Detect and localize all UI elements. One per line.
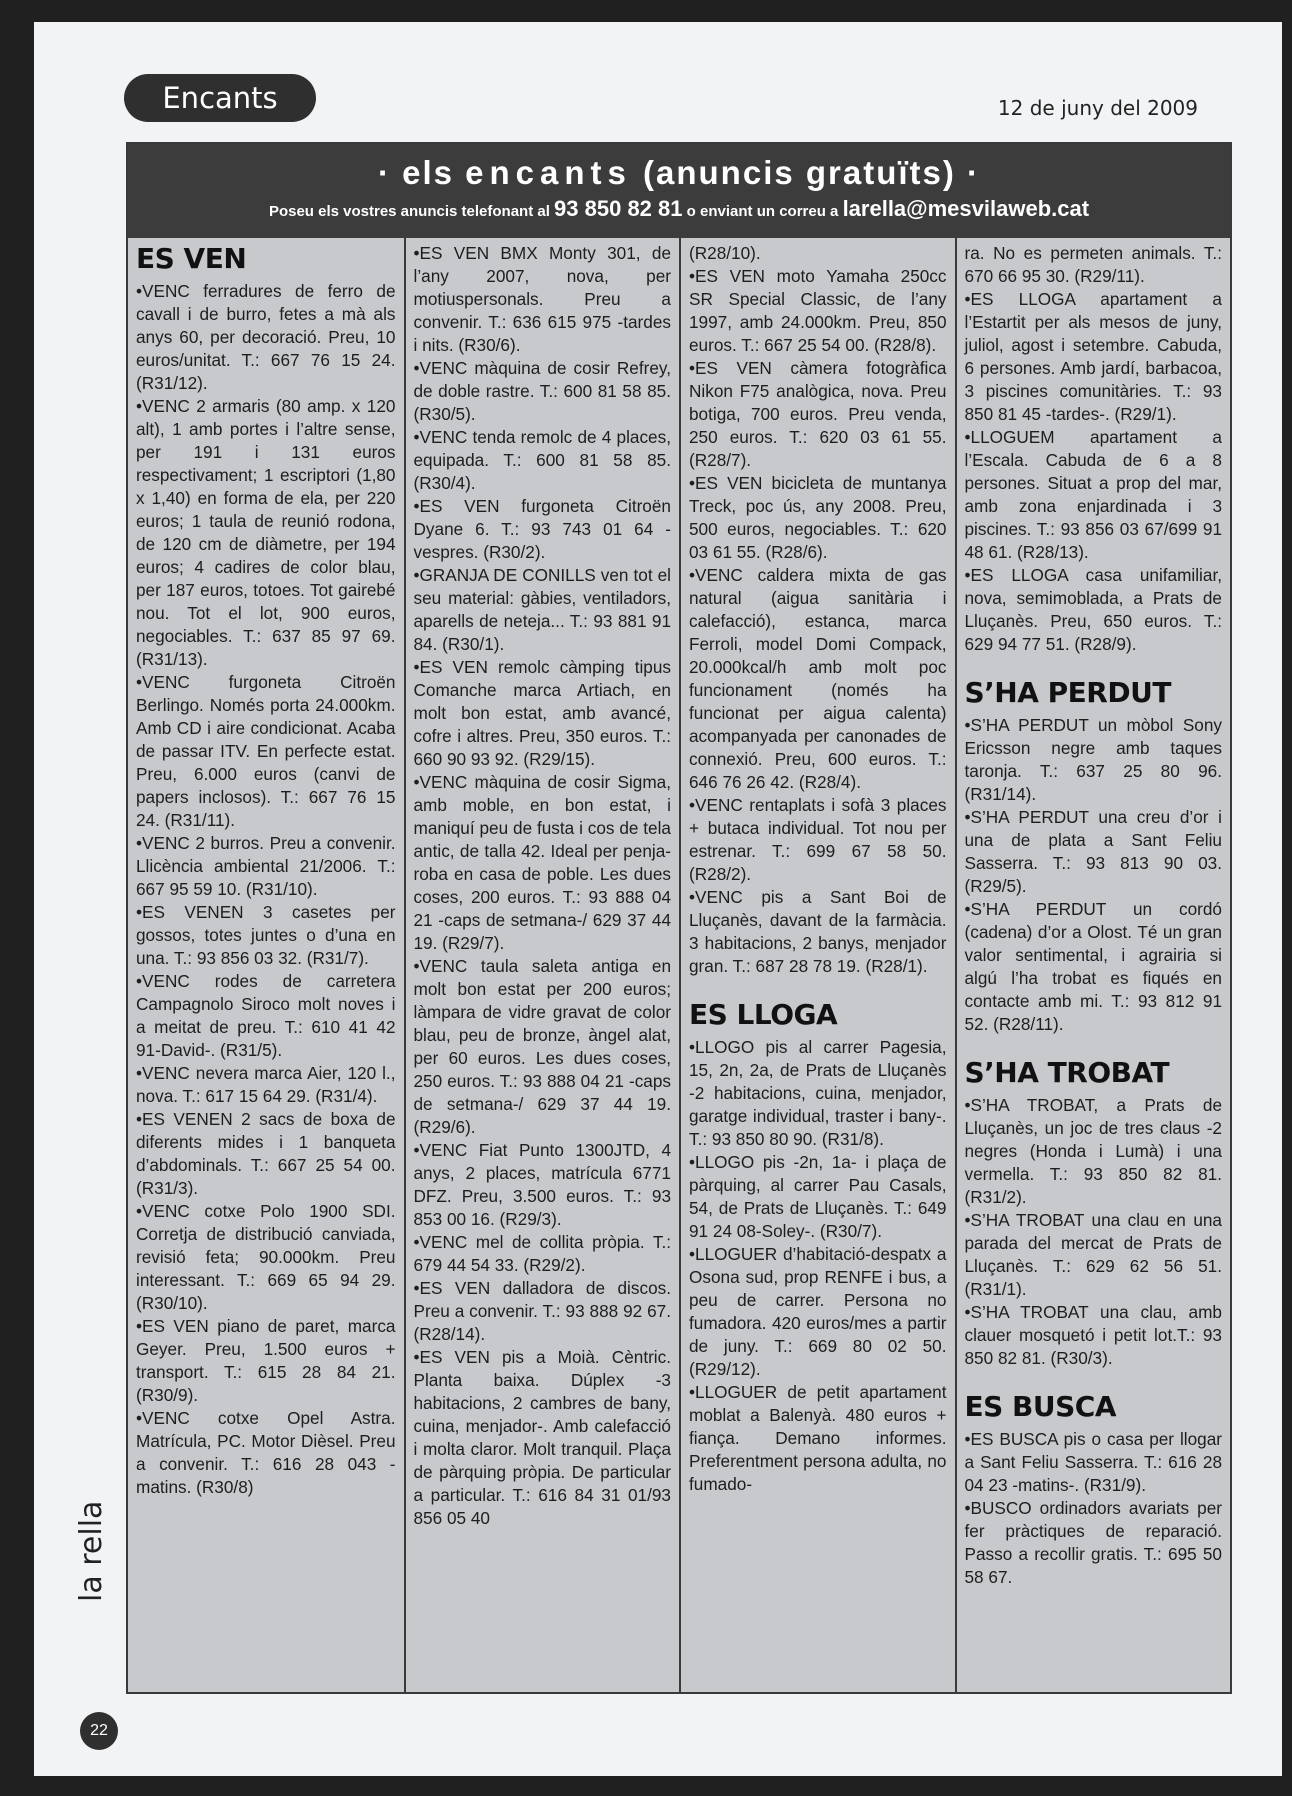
classified-ad: •LLOGUEM apartament a l’Escala. Cabuda de 6 a 8 persones. Situat a prop del mar, amb zona enjardinada i 3 piscines. T.: 93 856 03 67/699 91 48 61. (R28/13). — [964, 427, 1222, 562]
classified-ad: •VENC rentaplats i sofà 3 places + butaca individual. Tot nou per estrenar. T.: 699 67 58 50. (R28/2). — [689, 795, 947, 884]
classified-ad: •ES VEN remolc càmping tipus Comanche marca Artiach, en molt bon estat, amb avancé, cofre i altres. Preu, 350 euros. T.: 660 90 93 92. (R29/15). — [413, 657, 671, 769]
classified-ad: •ES BUSCA pis o casa per llogar a Sant Feliu Sasserra. T.: 616 28 04 23 -matins-. (R31/9). — [964, 1429, 1222, 1495]
classified-ad: •S’HA PERDUT un cordó (cadena) d’or a Olost. Té un gran valor sentimental, i agrairia si algú l’ha trobat es fiqués en contacte amb mi. T.: 93 812 91 52. (R28/11). — [964, 899, 1222, 1034]
classifieds-banner — [128, 144, 1230, 238]
ads-column-1 — [128, 238, 404, 1692]
classified-ad: •ES VEN BMX Monty 301, de l’any 2007, nova, per motiuspersonals. Preu a convenir. T.: 636 615 975 -tardes i nits. (R30/6). — [413, 243, 671, 355]
classified-ad: •ES LLOGA apartament a l’Estartit per als mesos de juny, juliol, agost i setembre. Cabuda, 6 persones. Amb jardí, barbacoa, 3 piscines comunitàries. T.: 93 850 81 45 -tardes-. (R29/1). — [964, 289, 1222, 424]
classified-ad: (R28/10). — [689, 243, 761, 263]
section-heading-es-lloga: ES LLOGA — [689, 998, 838, 1031]
classified-ad: •S’HA PERDUT un mòbol Sony Ericsson negre amb taques taronja. T.: 637 25 80 96. (R31/14). — [964, 715, 1222, 804]
classified-ad: •ES VEN càmera fotogràfica Nikon F75 analògica, nova. Preu botiga, 700 euros. Preu venda, 250 euros. T.: 620 03 61 55. (R28/7). — [689, 358, 947, 470]
ads-column-3 — [679, 238, 955, 1692]
classified-ad: •LLOGO pis -2n, 1a- i plaça de pàrquing, al carrer Pau Casals, 54, de Prats de Lluçanès. T.: 649 91 24 08-Soley-. (R30/7). — [689, 1152, 947, 1241]
classified-ad: •ES VEN dalladora de discos. Preu a convenir. T.: 93 888 92 67. (R28/14). — [413, 1278, 671, 1344]
classified-ad: •ES VEN piano de paret, marca Geyer. Preu, 1.500 euros + transport. T.: 615 28 84 21. (R30/9). — [136, 1316, 396, 1405]
section-heading-sha-perdut: S’HA PERDUT — [964, 676, 1171, 709]
classified-ad: •ES VEN moto Yamaha 250cc SR Special Classic, de l’any 1997, amb 24.000km. Preu, 850 euros. T.: 667 25 54 00. (R28/8). — [689, 266, 947, 355]
section-heading-sha-trobat: S’HA TROBAT — [964, 1056, 1170, 1089]
classified-ad: •S’HA TROBAT una clau en una parada del mercat de Prats de Lluçanès. T.: 629 62 56 51. (R31/1). — [964, 1210, 1222, 1299]
classified-ad: •VENC cotxe Opel Astra. Matrícula, PC. Motor Dièsel. Preu a convenir. T.: 616 28 043 -matins. (R30/8) — [136, 1408, 396, 1497]
section-heading-es-ven: ES VEN — [136, 242, 247, 275]
classified-ad: •ES VEN furgoneta Citroën Dyane 6. T.: 93 743 01 64 -vespres. (R30/2). — [413, 496, 671, 562]
classified-ad: •ES VENEN 2 sacs de boxa de diferents mides i 1 banqueta d’abdominals. T.: 667 25 54 00. (R31/3). — [136, 1109, 396, 1198]
classified-ad: •VENC mel de collita pròpia. T.: 679 44 54 33. (R29/2). — [413, 1232, 671, 1275]
classified-ad: •S’HA TROBAT, a Prats de Lluçanès, un joc de tres claus -2 negres (Honda i Lumà) i una vermella. T.: 93 850 82 81. (R31/2). — [964, 1095, 1222, 1207]
ads-columns — [128, 238, 1230, 1692]
section-heading-es-busca: ES BUSCA — [964, 1390, 1117, 1423]
classified-ad: •S’HA TROBAT una clau, amb clauer mosquetó i petit lot.T.: 93 850 82 81. (R30/3). — [964, 1302, 1222, 1368]
classified-ad: •ES VEN pis a Moià. Cèntric. Planta baixa. Dúplex -3 habitacions, 2 cambres de bany, cuina, menjador-. Amb calefacció i molta claror. Molt tranquil. Plaça de pàrquing pròpia. De particular a particular. T.: 616 84 31 01/93 856 05 40 — [413, 1347, 671, 1528]
ads-column-4 — [955, 238, 1231, 1692]
classified-ad: •VENC 2 armaris (80 amp. x 120 alt), 1 amb portes i l’altre sense, per 191 i 131 euros respectivament; 1 escriptori (1,80 x 1,40) en forma de ela, per 220 euros; 1 taula de reunió rodona, de 120 cm de diàmetre, per 194 euros; 4 cadires de color blau, per 187 euros, totoes. Tot gairebé nou. Tot el lot, 900 euros, negociables. T.: 637 85 97 69. (R31/13). — [136, 396, 396, 669]
magazine-name: la rella — [74, 1500, 109, 1602]
classified-ad: •VENC rodes de carretera Campagnolo Siroco molt noves i a meitat de preu. T.: 610 41 42 91-David-. (R31/5). — [136, 971, 396, 1060]
magazine-page — [34, 22, 1282, 1776]
classifieds-frame — [126, 142, 1232, 1694]
classified-ad: ra. No es permeten animals. T.: 670 66 95 30. (R29/11). — [964, 243, 1222, 286]
classified-ad: •VENC màquina de cosir Sigma, amb moble, en bon estat, i maniquí peu de fusta i cos de tela antic, de talla 42. Ideal per penja-roba en casa de poble. Les dues coses, 200 euros. T.: 93 888 04 21 -caps de setmana-/ 629 37 44 19. (R29/7). — [413, 772, 671, 953]
classified-ad: •LLOGUER d’habitació-despatx a Osona sud, prop RENFE i bus, a peu de carrer. Persona no fumadora. 420 euros/mes a partir de juny. T.: 669 80 02 50. (R29/12). — [689, 1244, 947, 1379]
page-number: 22 — [80, 1712, 118, 1750]
section-tab: Encants — [124, 74, 316, 122]
classified-ad: •LLOGUER de petit apartament moblat a Balenyà. 480 euros + fiança. Demano informes. Preferentment persona adulta, no fumado- — [689, 1382, 947, 1494]
contact-email[interactable]: larella@mesvilaweb.cat — [842, 196, 1090, 221]
classified-ad: •BUSCO ordinadors avariats per fer pràctiques de reparació. Passo a recollir gratis. T.: 695 50 58 67. — [964, 1498, 1222, 1587]
classified-ad: •VENC pis a Sant Boi de Lluçanès, davant de la farmàcia. 3 habitacions, 2 banys, menjador gran. T.: 687 28 78 19. (R28/1). — [689, 887, 947, 976]
classified-ad: •VENC furgoneta Citroën Berlingo. Només porta 24.000km. Amb CD i aire condicionat. Acaba de passar ITV. En perfecte estat. Preu, 6.000 euros (canvi de papers inclosos). T.: 667 76 15 24. (R31/11). — [136, 672, 396, 830]
classified-ad: •VENC 2 burros. Preu a convenir. Llicència ambiental 21/2006. T.: 667 95 59 10. (R31/10). — [136, 833, 396, 899]
contact-phone: 93 850 82 81 — [554, 196, 683, 221]
classified-ad: •VENC cotxe Polo 1900 SDI. Corretja de distribució canviada, revisió feta; 90.000km. Preu interessant. T.: 669 65 94 29. (R30/10). — [136, 1201, 396, 1313]
classified-ad: •VENC tenda remolc de 4 places, equipada. T.: 600 81 58 85. (R30/4). — [413, 427, 671, 493]
classified-ad: •VENC màquina de cosir Refrey, de doble rastre. T.: 600 81 58 85. (R30/5). — [413, 358, 671, 424]
classified-ad: •S’HA PERDUT una creu d’or i una de plata a Sant Feliu Sasserra. T.: 93 813 90 03. (R29/5). — [964, 807, 1222, 896]
classified-ad: •ES LLOGA casa unifamiliar, nova, semimoblada, a Prats de Lluçanès. Preu, 650 euros. T.: 629 94 77 51. (R28/9). — [964, 565, 1222, 654]
classified-ad: •VENC Fiat Punto 1300JTD, 4 anys, 2 places, matrícula 6771 DFZ. Preu, 3.500 euros. T.: 93 853 00 16. (R29/3). — [413, 1140, 671, 1229]
classified-ad: •VENC ferradures de ferro de cavall i de burro, fetes a mà als anys 60, per decoració. Preu, 10 euros/unitat. T.: 667 76 15 24. (R31/12). — [136, 281, 396, 393]
classified-ad: •ES VENEN 3 casetes per gossos, totes juntes o d’una en una. T.: 93 856 03 32. (R31/7). — [136, 902, 396, 968]
ads-column-2 — [404, 238, 680, 1692]
classified-ad: •VENC caldera mixta de gas natural (aigua sanitària i calefacció), estanca, marca Ferroli, model Domi Compack, 20.000kcal/h amb molt poc funcionament (només ha funcionat per aigua calenta) acompanyada per canonades de connexió. Preu, 600 euros. T.: 646 76 26 42. (R28/4). — [689, 565, 947, 792]
classified-ad: •ES VEN bicicleta de muntanya Treck, poc ús, any 2008. Preu, 500 euros, negociables. T.: 620 03 61 55. (R28/6). — [689, 473, 947, 562]
banner-title: · els encants (anuncis gratuïts) · — [377, 154, 981, 191]
banner-subtitle: Poseu els vostres anuncis telefonant al 93 850 82 81 o enviant un correu a larella@mesvilaweb.cat — [268, 196, 1090, 221]
classified-ad: •GRANJA DE CONILLS ven tot el seu material: gàbies, ventiladors, aparells de neteja... T.: 93 881 91 84. (R30/1). — [413, 565, 671, 654]
issue-date: 12 de juny del 2009 — [997, 96, 1198, 120]
classified-ad: •VENC taula saleta antiga en molt bon estat per 200 euros; làmpara de vidre gravat de color blau, peu de bronze, àngel alat, per 60 euros. Les dues coses, 250 euros. T.: 93 888 04 21 -caps de setmana-/ 629 37 44 19. (R29/6). — [413, 956, 671, 1137]
classified-ad: •VENC nevera marca Aier, 120 l., nova. T.: 617 15 64 29. (R31/4). — [136, 1063, 396, 1106]
classified-ad: •LLOGO pis al carrer Pagesia, 15, 2n, 2a, de Prats de Lluçanès -2 habitacions, cuina, menjador, garatge individual, traster i bany-. T.: 93 850 80 90. (R31/8). — [689, 1037, 947, 1149]
